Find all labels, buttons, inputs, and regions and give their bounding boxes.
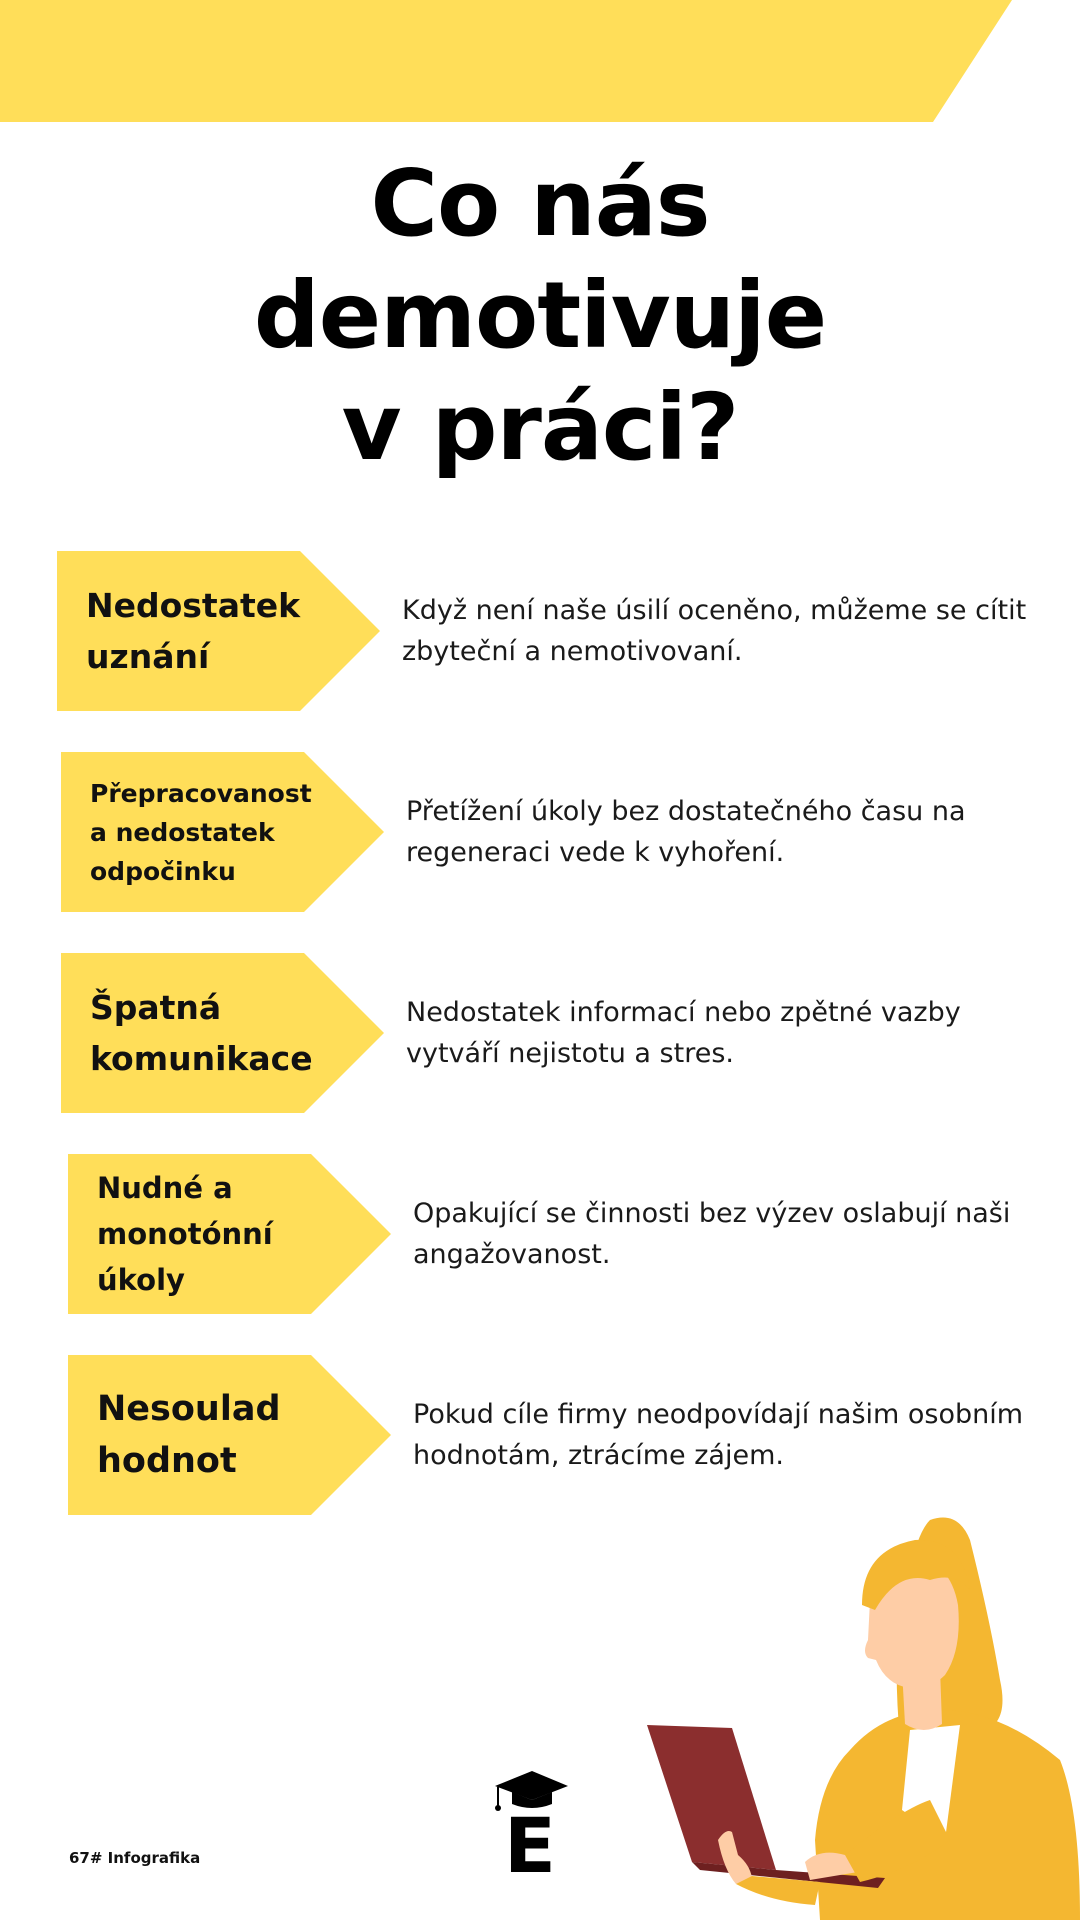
item-tag bbox=[61, 953, 386, 1113]
item-tag bbox=[57, 551, 382, 711]
item-label: Přepracovanost a nedostatek odpočinku bbox=[90, 778, 312, 886]
logo bbox=[490, 1766, 580, 1876]
item-tag bbox=[68, 1154, 393, 1314]
item-description: Když není naše úsilí oceněno, můžeme se cítit zbyteční a nemotivovaní. bbox=[402, 595, 1027, 667]
top-banner bbox=[0, 0, 1080, 122]
footer-label: 67# Infografika bbox=[69, 1849, 201, 1867]
page-title bbox=[0, 148, 1080, 484]
logo-letter: E bbox=[504, 1801, 556, 1876]
item-label: Nedostatek uznání bbox=[86, 586, 301, 676]
graduation-cap-icon bbox=[490, 1766, 580, 1876]
title-line-3: v práci? bbox=[341, 374, 739, 481]
item-description: Přetížení úkoly bez dostatečného času na regeneraci vede k vyhoření. bbox=[406, 796, 966, 868]
title-line-1: Co nás bbox=[370, 150, 710, 257]
item-tag bbox=[61, 752, 386, 912]
item-description: Nedostatek informací nebo zpětné vazby vytváří nejistotu a stres. bbox=[406, 997, 961, 1069]
title-line-2: demotivuje bbox=[253, 262, 827, 369]
item-label: Špatná komunikace bbox=[90, 988, 313, 1078]
item-label: Nudné a monotónní úkoly bbox=[97, 1171, 273, 1297]
item-description: Opakující se činnosti bez výzev oslabují naši angažovanost. bbox=[413, 1198, 1011, 1270]
item-tag bbox=[68, 1355, 393, 1515]
person-illustration bbox=[640, 1510, 1080, 1920]
item-description: Pokud cíle firmy neodpovídají našim osobním hodnotám, ztrácíme zájem. bbox=[413, 1399, 1024, 1471]
item-label: Nesoulad hodnot bbox=[97, 1389, 281, 1481]
